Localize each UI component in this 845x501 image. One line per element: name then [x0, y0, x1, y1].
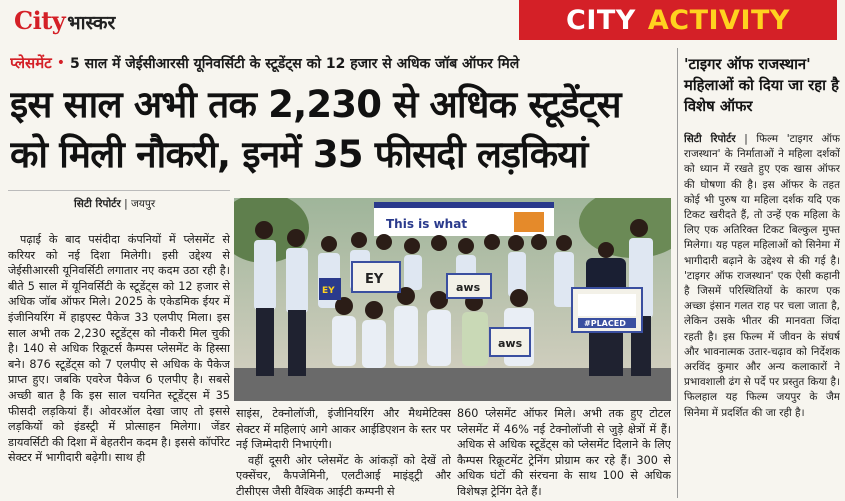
story-headline — [10, 80, 675, 180]
logo-bhaskar-text: भास्कर — [67, 12, 116, 34]
kicker-tag: प्लेसमेंट — [10, 54, 52, 72]
column-divider — [677, 48, 678, 498]
sidebar-separator: | — [744, 133, 757, 145]
sidebar-byline: सिटी रिपोर्टर — [684, 133, 736, 145]
byline-city: जयपुर — [131, 198, 156, 210]
headline-line-2: को मिली नौकरी, इनमें 35 फीसदी लड़कियां — [10, 133, 588, 176]
story-column-3 — [457, 406, 671, 501]
story-paragraph: 860 प्लेसमेंट ऑफर मिले। अभी तक हुए टोटल प्लेसमेंट में 46% नई टेक्नोलॉजी से जुड़े क्षेत्रों में हैं। अधिक से अधिक स्टूडेंट्स को प्लेसमेंट दिलाने के लिए कैम्पस रिक्रूटमेंट ट्रेनिंग प्रोग्राम कर रहे हैं। 300 से अधिक घंटों की संरचना के साथ 100 से अधिक विशेषज्ञ ट्रेनिंग देते हैं। — [457, 407, 671, 498]
story-column-1 — [8, 232, 230, 500]
byline-reporter: सिटी रिपोर्टर — [74, 198, 121, 210]
bullet-icon: • — [56, 55, 65, 71]
story-paragraph: वहीं दूसरी ओर प्लेसमेंट के आंकड़ों को देखें तो एक्सेंचर, कैपजेमिनी, एलटीआई माइंड्ट्री और टीसीएस जैसी वैश्विक आईटी कम्पनी से — [236, 453, 451, 498]
story-kicker — [10, 52, 670, 74]
sign-aws-text: aws — [456, 281, 481, 294]
divider — [8, 190, 230, 191]
city-activity-banner — [519, 0, 837, 40]
logo-city-text: City — [14, 6, 66, 35]
story-byline — [74, 197, 155, 211]
sign-ey-text: EY — [365, 272, 384, 287]
masthead — [0, 0, 845, 44]
photo-illustration — [234, 198, 671, 401]
city-bhaskar-logo — [14, 6, 115, 36]
sidebar-body — [684, 132, 840, 498]
byline-separator: | — [124, 198, 132, 210]
banner-word-city: CITY — [566, 4, 636, 36]
story-paragraph: साइंस, टेक्नोलॉजी, इंजीनियरिंग और मैथमेटिक्स सेक्टर में महिलाएं आगे आकर आईडिएशन के स्तर पर नई जिम्मेदारी निभाएंगी। — [236, 407, 451, 452]
story-paragraph: पढ़ाई के बाद पसंदीदा कंपनियों में प्लेसमेंट से करियर को नई दिशा मिलेगी। इसी उद्देश्य से जेईसीआरसी यूनिवर्सिटी लगातार नए कदम उठा रही है। बीते 5 साल में यूनिवर्सिटी के स्टूडेंट्स को 12 हजार से अधिक जॉब ऑफर मिले। 2025 के एकेडमिक ईयर में इंजीनियरिंग में हाइएस्ट पैकेज 33 एलपीए मिला। इस साल अभी तक 2,230 स्टूडेंट्स को नौकरी मिल चुकी है। 140 से अधिक रिक्रूटर्स कैम्पस प्लेसमेंट के हिस्सा बने। 876 स्टूडेंट्स को 7 एलपीए से अधिक के पैकेज प्राप्त हुए। जबकि एवरेज पैकेज 6 एलपीए है। सबसे अच्छी बात है कि इस साल चयनित स्टूडेंट्स में 35 फीसदी लड़कियां हैं। ओवरऑल देखा जाए तो इससे लड़कियों को इंडस्ट्री में प्रोत्साहन मिलेगा। जेंडर डायवर्सिटी की दिशा में बेहतरीन कदम है। इससे कॉर्पोरेट सेक्टर में भागीदारी बढ़ेगी। साथ ही — [8, 233, 230, 465]
banner-word-activity: ACTIVITY — [647, 4, 790, 36]
sidebar-headline: 'टाइगर ऑफ राजस्थान' महिलाओं को दिया जा रहा है विशेष ऑफर — [684, 56, 839, 115]
photo-banner-text: This is what — [386, 217, 468, 231]
story-column-2 — [236, 406, 451, 501]
sign-placed-text: #PLACED — [584, 319, 626, 328]
kicker-text: 5 साल में जेईसीआरसी यूनिवर्सिटी के स्टूडेंट्स को 12 हजार से अधिक जॉब ऑफर मिले — [70, 55, 520, 72]
sign-side-text: EY — [322, 286, 335, 296]
students-group-photo — [234, 198, 671, 401]
sidebar-text: फिल्म 'टाइगर ऑफ राजस्थान' के निर्माताओं ने महिला दर्शकों को ध्यान में रखते हुए एक खास ऑफर की घोषणा की है। इस ऑफर के तहत कोई भी पुरुष या महिला दर्शक यदि एक टिकट खरीदते हैं, तो उन्हें एक महिला के लिए एक अतिरिक्त टिकट बिल्कुल मुफ्त मिलेगा। यह पहल महिलाओं को सिनेमा में भागीदारी बढ़ाने के उद्देश्य से की गई है। 'टाइगर ऑफ राजस्थान' एक ऐसी कहानी है जिसमें परिस्थितियों के कारण एक अच्छा इंसान गलत राह पर चला जाता है, लेकिन उसके भीतर की मानवता जिंदा रहती है। इस फिल्म में जीवन के संघर्ष और भावनात्मक उतार-चढ़ाव को निर्देशक अरविंद कुमार और अन्य कलाकारों ने प्रभावशाली ढंग से पर्दे पर प्रस्तुत किया है। फिलहाल यह फिल्म जयपुर के जैम सिनेमा में प्रदर्शित की जा रही है। — [684, 133, 840, 419]
headline-line-1: इस साल अभी तक 2,230 से अधिक स्टूडेंट्स — [10, 83, 621, 126]
sign-aws-2-text: aws — [498, 337, 523, 350]
